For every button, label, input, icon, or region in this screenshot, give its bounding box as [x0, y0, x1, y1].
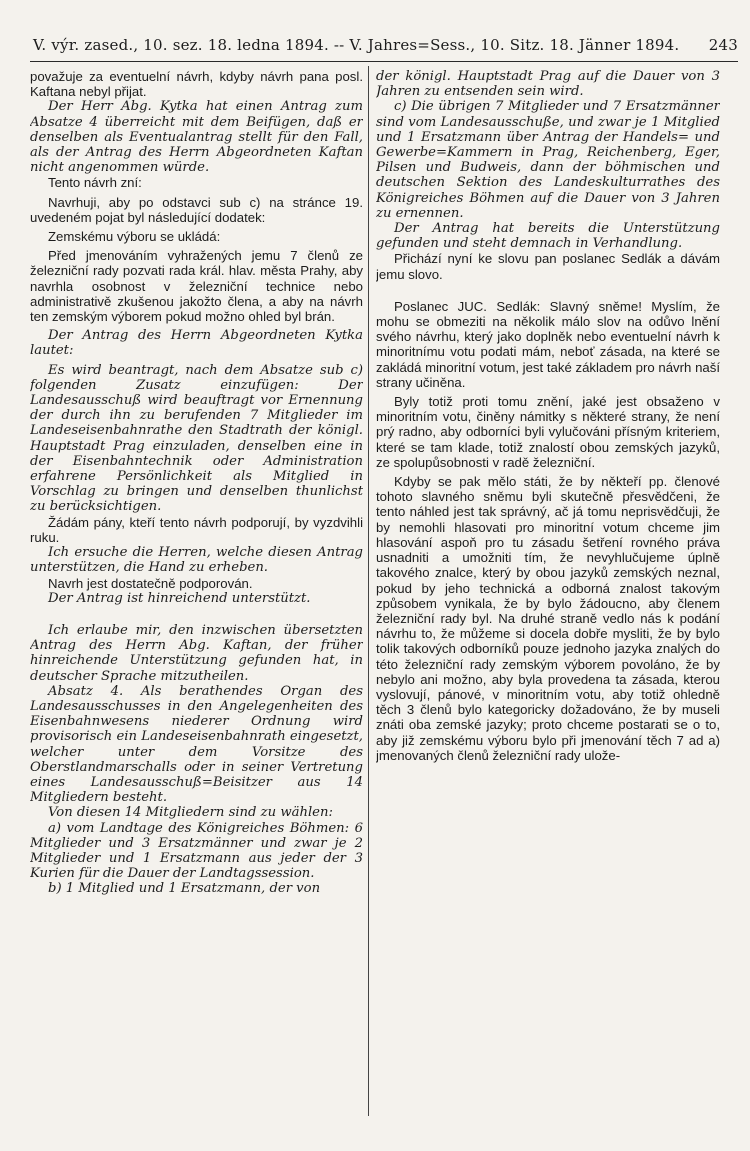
left-paragraph: Tento návrh zní:	[48, 175, 142, 191]
left-paragraph: Navrhuji, aby po odstavci sub c) na stránce 19. uvedeném pojat byl následující dodatek:	[30, 194, 363, 225]
right-paragraph: Der Antrag hat bereits die Unterstützung gefunden und steht demnach in Verhandlung.	[376, 221, 720, 252]
column-divider	[368, 66, 369, 1116]
left-paragraph: Absatz 4. Als berathendes Organ des Landesausschusses in den Angelegenheiten des Eisenbahnwesens niederer Ordnung wird provisorisch ein Landeseisenbahnrath eingesetzt, welcher unter dem Vorsitze des Oberstlandmarschalls oder in seiner Vertretung eines Landesausschuß=Beisitzer aus 14 Mitgliedern besteht.	[30, 683, 363, 806]
left-paragraph: Es wird beantragt, nach dem Absatze sub c) folgenden Zusatz einzufügen: Der Landesausschuß wird beauftragt vor Ernennung der durch ihn zu berufenden 7 Mitglieder im Landeseisenbahnrathe den Stadtrath der königl. Hauptstadt Prag einzuladen, denselben eine in der Eisenbahntechnik oder Administration erfahrene Persönlichkeit als Mitglied in Vorschlag zu bringen und denselben thunlichst zu berücksichtigen.	[30, 362, 363, 515]
right-paragraph: Poslanec JUC. Sedlák: Slavný sněme! Myslím, že mohu se obmeziti na několik málo slov na odůvo lnění svého návrhu, který jako doplněk nebo eventuelní návrh k minoritnímu votu podati mám, neboť zásada, na které se zakládá minoritní votum, jest také základem pro návrh naší strany učiněna.	[376, 298, 720, 390]
right-paragraph: Kdyby se pak mělo státi, že by někteří pp. členové tohoto slavného sněmu byli skutečně přesvědčeni, že tento náhled jest tak správný, ač já tomu neprisvědčuji, že by nemohli hlasovati pro minoritní votum chceme jim hlasování aspoň pro tu zásadu šetření rovného práva usnadniti a umožniti tím, že nevyhlučujeme úplně takového znalce, který by obou jazyků zemských neznal, pokud by jeho technická a odborná znalost takovým způsobem vynikala, že by bylo žádoucno, aby členem železniční rady byl. Na druhé straně vedlo nás k podání návrhu to, že můžeme si docela dobře mysliti, že by bylo tolik takových odborníků pouze jednoho jazyka znalých do této železniční rady zemským výborem povoláno, že by nebylo ani možno, aby byla provedena ta zásada, kterou vyslovují, pánové, v minoritním votu, aby totiž ohledně těch 3 členů bylo kategoricky dožadováno, že by museli znáti oba zemské jazyky; proto chceme postarati se o to, aby již zemskému výboru bylo při jmenování těch 7 ad a) jmenovaných členů železniční rady ulože-	[376, 474, 720, 763]
right-paragraph: Byly totiž proti tomu znění, jaké jest obsaženo v minoritním votu, činěny námitky s některé strany, že není prý radno, aby odborníci byli vylučováni přísným kriteriem, které se tam klade, totiž znalostí obou zemských jazyků, ze spolupůsobnosti v radě železniční.	[376, 394, 720, 470]
left-paragraph: b) 1 Mitglied und 1 Ersatzmann, der von	[48, 881, 321, 897]
right-paragraph: Přichází nyní ke slovu pan poslanec Sedlák a dávám jemu slovo.	[376, 251, 720, 282]
left-paragraph: a) vom Landtage des Königreiches Böhmen: 6 Mitglieder und 3 Ersatzmänner und zwar je 2 Mitglieder und 1 Ersatzmann aus jeder der 3 Kurien für die Dauer der Landtagssession.	[30, 820, 363, 882]
left-paragraph: Žádám pány, kteří tento návrh podporují, by vyzdvihli ruku.	[30, 514, 363, 545]
right-paragraph: der königl. Hauptstadt Prag auf die Dauer von 3 Jahren zu entsenden sein wird.	[376, 69, 720, 100]
left-paragraph: Von diesen 14 Mitgliedern sind zu wählen:	[48, 805, 333, 821]
left-paragraph: Der Antrag des Herrn Abgeordneten Kytka lautet:	[30, 328, 363, 359]
header-rule	[30, 61, 738, 62]
left-paragraph: Zemskému výboru se ukládá:	[48, 229, 221, 245]
right-paragraph: c) Die übrigen 7 Mitglieder und 7 Ersatzmänner sind vom Landesausschuße, und zwar je 1 Mitglied und 1 Ersatzmann über Antrag der Handels= und Gewerbe=Kammern in Prag, Reichenberg, Eger, Pilsen und Budweis, dann der böhmischen und deutschen Sektion des Landeskulturrathes des Königreiches Böhmen auf die Dauer von 3 Jahren zu ernennen.	[376, 99, 720, 221]
right-column	[376, 69, 720, 1129]
left-paragraph: Ich erlaube mir, den inzwischen übersetzten Antrag des Herrn Abg. Kaftan, der früher hinreichende Unterstützung gefunden hat, in deutscher Sprache mitzutheilen.	[30, 622, 363, 684]
left-paragraph: Ich ersuche die Herren, welche diesen Antrag unterstützen, die Hand zu erheben.	[30, 545, 363, 576]
left-paragraph: Navrh jest dostatečně podporován.	[48, 575, 253, 591]
header-session-info: V. výr. zased., 10. sez. 18. ledna 1894. -- V. Jahres=Sess., 10. Sitz. 18. Jänner 1894.	[33, 36, 680, 54]
left-paragraph: Der Antrag ist hinreichend unterstützt.	[48, 590, 311, 606]
page-number: 243	[708, 36, 738, 54]
left-column	[30, 69, 363, 1129]
left-paragraph: považuje za eventuelní návrh, kdyby návrh pana posl. Kaftana nebyl přijat.	[30, 69, 363, 100]
left-paragraph: Před jmenováním vyhražených jemu 7 členů ze železniční rady pozvati rada král. hlav. města Prahy, aby navrhla osobnost v železniční technice nebo administrativě zkušenou jakožto člena, a aby na návrh ten zemským výborem pokud možno ohled byl brán.	[30, 248, 363, 325]
left-paragraph: Der Herr Abg. Kytka hat einen Antrag zum Absatze 4 überreicht mit dem Beifügen, daß er denselben als Eventualantrag stellt für den Fall, als der Antrag des Herrn Abgeordneten Kaftan nicht angenommen würde.	[30, 99, 363, 176]
page-header	[33, 36, 738, 58]
